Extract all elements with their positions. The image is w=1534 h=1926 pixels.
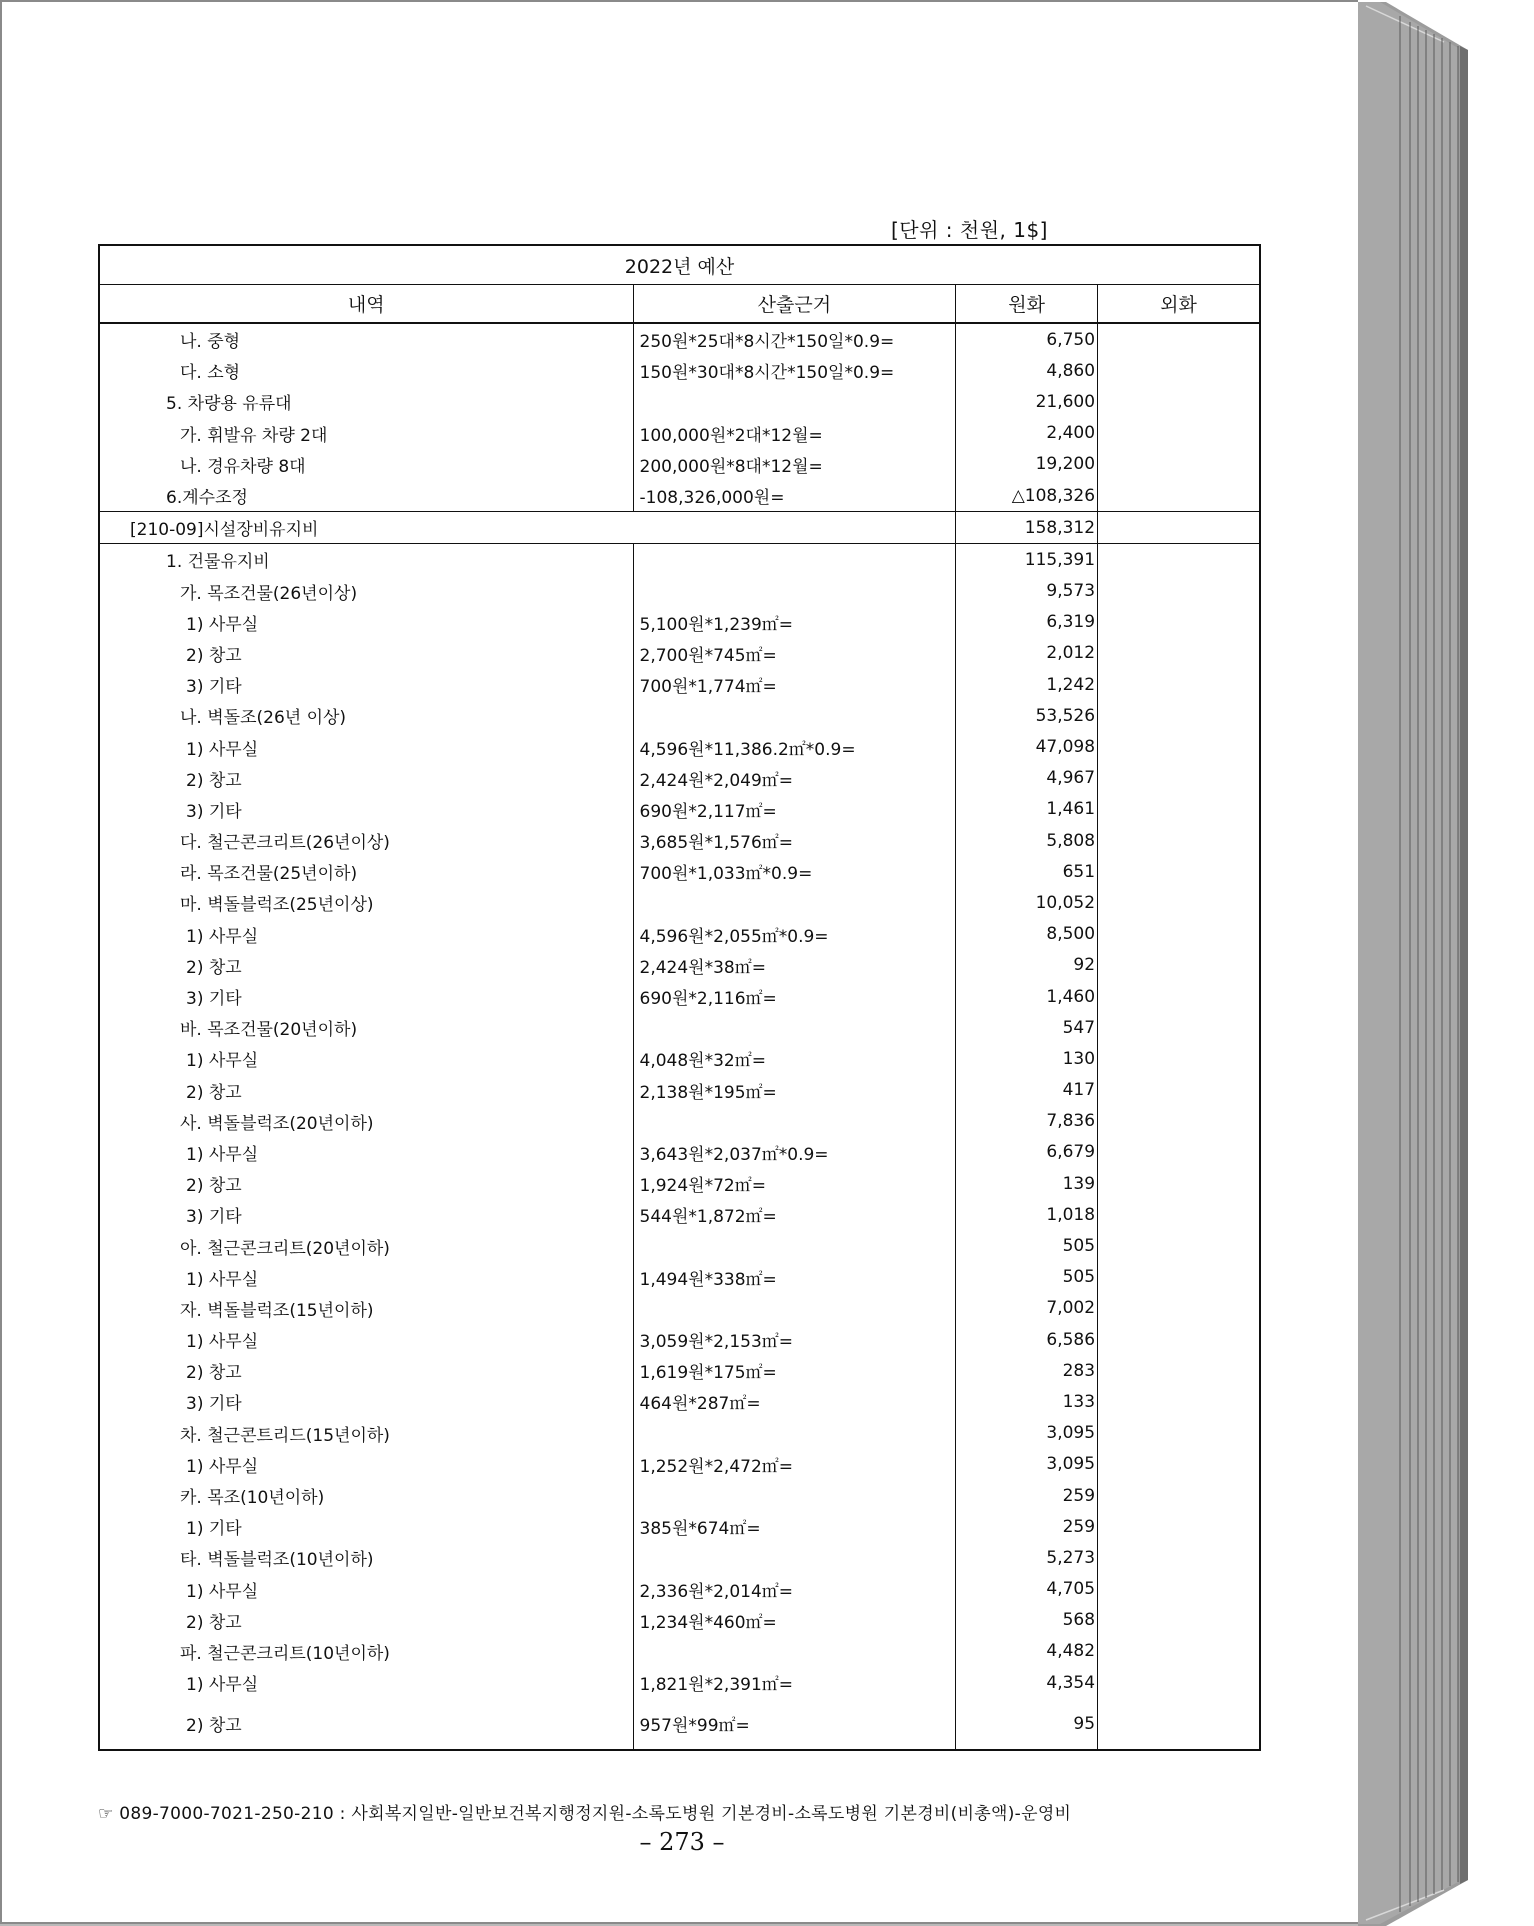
- page-number: – 273 –: [639, 1828, 725, 1856]
- basis-cell: 2,424원*38㎡=: [633, 950, 956, 981]
- item-cell: 바. 목조건물(20년이하): [99, 1012, 633, 1043]
- foreign-amount-cell: [1098, 950, 1260, 981]
- basis-cell: 4,596원*2,055㎡*0.9=: [633, 919, 956, 950]
- item-cell: 3) 기타: [99, 794, 633, 825]
- foreign-amount-cell: [1098, 480, 1260, 512]
- basis-cell: 1,494원*338㎡=: [633, 1262, 956, 1293]
- basis-cell: 200,000원*8대*12월=: [633, 449, 956, 480]
- basis-cell: 690원*2,117㎡=: [633, 794, 956, 825]
- foreign-amount-cell: [1098, 1355, 1260, 1386]
- budget-table: [98, 244, 1261, 1751]
- table-row: [99, 1230, 1260, 1261]
- item-cell: 2) 창고: [99, 763, 633, 794]
- table-row: [99, 418, 1260, 449]
- item-cell: 다. 철근콘크리트(26년이상): [99, 825, 633, 856]
- basis-cell: [633, 576, 956, 607]
- table-row: [99, 1262, 1260, 1293]
- foreign-amount-cell: [1098, 1168, 1260, 1199]
- table-row: [99, 1667, 1260, 1698]
- table-row: [99, 981, 1260, 1012]
- krw-amount-cell: 568: [956, 1605, 1098, 1636]
- table-row: [99, 1075, 1260, 1106]
- table-row: [99, 1324, 1260, 1355]
- unit-label: [단위 : 천원, 1$]: [890, 218, 1048, 242]
- basis-cell: 1,821원*2,391㎡=: [633, 1667, 956, 1698]
- krw-amount-cell: 47,098: [956, 731, 1098, 762]
- account-code-note: ☞ 089-7000-7021-250-210 : 사회복지일반-일반보건복지행정지원-소록도병원 기본경비-소록도병원 기본경비(비총액)-운영비: [98, 1804, 1072, 1824]
- krw-amount-cell: 3,095: [956, 1449, 1098, 1480]
- krw-amount-cell: 7,836: [956, 1106, 1098, 1137]
- foreign-amount-cell: [1098, 887, 1260, 918]
- basis-cell: 544원*1,872㎡=: [633, 1199, 956, 1230]
- table-row: [99, 544, 1260, 576]
- basis-cell: [633, 1293, 956, 1324]
- basis-cell: 150원*30대*8시간*150일*0.9=: [633, 355, 956, 386]
- foreign-amount-cell: [1098, 418, 1260, 449]
- table-row: [99, 1386, 1260, 1417]
- krw-amount-cell: 10,052: [956, 887, 1098, 918]
- table-row: [99, 669, 1260, 700]
- krw-amount-cell: 6,319: [956, 607, 1098, 638]
- foreign-amount-cell: [1098, 1542, 1260, 1573]
- krw-amount-cell: 651: [956, 856, 1098, 887]
- item-cell: 3) 기타: [99, 669, 633, 700]
- basis-cell: 700원*1,033㎡*0.9=: [633, 856, 956, 887]
- basis-cell: 2,700원*745㎡=: [633, 638, 956, 669]
- basis-cell: 5,100원*1,239㎡=: [633, 607, 956, 638]
- item-cell: 타. 벽돌블럭조(10년이하): [99, 1542, 633, 1573]
- basis-cell: 4,048원*32㎡=: [633, 1043, 956, 1074]
- basis-cell: 4,596원*11,386.2㎡*0.9=: [633, 731, 956, 762]
- item-cell: 1) 사무실: [99, 1262, 633, 1293]
- item-cell: 2) 창고: [99, 1168, 633, 1199]
- basis-cell: [633, 1418, 956, 1449]
- krw-amount-cell: 53,526: [956, 700, 1098, 731]
- krw-amount-cell: 259: [956, 1480, 1098, 1511]
- item-cell: 1) 기타: [99, 1511, 633, 1542]
- table-row: [99, 1574, 1260, 1605]
- table-row: [99, 919, 1260, 950]
- foreign-amount-cell: [1098, 794, 1260, 825]
- basis-cell: [633, 1480, 956, 1511]
- item-cell: 아. 철근콘크리트(20년이하): [99, 1230, 633, 1261]
- foreign-amount-cell: [1098, 1667, 1260, 1698]
- item-cell: 1. 건물유지비: [99, 544, 633, 576]
- table-row: [99, 1012, 1260, 1043]
- basis-cell: [633, 1106, 956, 1137]
- foreign-amount-cell: [1098, 669, 1260, 700]
- krw-amount-cell: 2,012: [956, 638, 1098, 669]
- item-cell: 파. 철근콘크리트(10년이하): [99, 1636, 633, 1667]
- foreign-amount-cell: [1098, 856, 1260, 887]
- table-row: [99, 323, 1260, 355]
- item-cell: 3) 기타: [99, 1386, 633, 1417]
- foreign-amount-cell: [1098, 638, 1260, 669]
- table-row: [99, 1293, 1260, 1324]
- basis-cell: [633, 544, 956, 576]
- basis-cell: 385원*674㎡=: [633, 1511, 956, 1542]
- table-row: [99, 386, 1260, 417]
- table-row: [99, 1168, 1260, 1199]
- item-cell: 1) 사무실: [99, 607, 633, 638]
- table-row: [99, 856, 1260, 887]
- foreign-amount-cell: [1098, 1449, 1260, 1480]
- foreign-amount-cell: [1098, 1230, 1260, 1261]
- item-cell: 3) 기타: [99, 1199, 633, 1230]
- item-cell: 1) 사무실: [99, 919, 633, 950]
- basis-cell: [633, 887, 956, 918]
- foreign-amount-cell: [1098, 1012, 1260, 1043]
- table-row: [99, 1605, 1260, 1636]
- foreign-amount-cell: [1098, 1636, 1260, 1667]
- foreign-amount-cell: [1098, 1075, 1260, 1106]
- krw-amount-cell: 1,018: [956, 1199, 1098, 1230]
- book-page-edges: [1358, 0, 1534, 1926]
- item-cell: 다. 소형: [99, 355, 633, 386]
- table-row: [99, 825, 1260, 856]
- basis-cell: 2,138원*195㎡=: [633, 1075, 956, 1106]
- basis-cell: 2,424원*2,049㎡=: [633, 763, 956, 794]
- foreign-amount-cell: [1098, 355, 1260, 386]
- item-cell: 자. 벽돌블럭조(15년이하): [99, 1293, 633, 1324]
- item-cell: 가. 목조건물(26년이상): [99, 576, 633, 607]
- column-header-basis: 산출근거: [633, 285, 956, 324]
- krw-amount-cell: 158,312: [956, 512, 1098, 544]
- foreign-amount-cell: [1098, 449, 1260, 480]
- basis-cell: [633, 386, 956, 417]
- item-cell: 5. 차량용 유류대: [99, 386, 633, 417]
- foreign-amount-cell: [1098, 1698, 1260, 1750]
- table-body: [99, 323, 1260, 1750]
- item-cell: 가. 휘발유 차량 2대: [99, 418, 633, 449]
- krw-amount-cell: 505: [956, 1230, 1098, 1261]
- table-row: [99, 449, 1260, 480]
- item-cell: 차. 철근콘트리드(15년이하): [99, 1418, 633, 1449]
- krw-amount-cell: 547: [956, 1012, 1098, 1043]
- krw-amount-cell: 6,586: [956, 1324, 1098, 1355]
- item-cell: 2) 창고: [99, 1605, 633, 1636]
- krw-amount-cell: 1,461: [956, 794, 1098, 825]
- krw-amount-cell: 3,095: [956, 1418, 1098, 1449]
- item-cell: 2) 창고: [99, 1355, 633, 1386]
- foreign-amount-cell: [1098, 763, 1260, 794]
- foreign-amount-cell: [1098, 1605, 1260, 1636]
- table-row: [99, 731, 1260, 762]
- foreign-amount-cell: [1098, 1511, 1260, 1542]
- basis-cell: 1,924원*72㎡=: [633, 1168, 956, 1199]
- foreign-amount-cell: [1098, 386, 1260, 417]
- basis-cell: -108,326,000원=: [633, 480, 956, 512]
- foreign-amount-cell: [1098, 981, 1260, 1012]
- table-row: [99, 1418, 1260, 1449]
- item-cell: 1) 사무실: [99, 1043, 633, 1074]
- krw-amount-cell: 8,500: [956, 919, 1098, 950]
- foreign-amount-cell: [1098, 1480, 1260, 1511]
- krw-amount-cell: 283: [956, 1355, 1098, 1386]
- foreign-amount-cell: [1098, 1293, 1260, 1324]
- item-cell: 2) 창고: [99, 1075, 633, 1106]
- year-header: 2022년 예산: [99, 245, 1260, 285]
- basis-cell: 250원*25대*8시간*150일*0.9=: [633, 323, 956, 355]
- krw-amount-cell: 21,600: [956, 386, 1098, 417]
- item-cell: 2) 창고: [99, 638, 633, 669]
- basis-cell: 690원*2,116㎡=: [633, 981, 956, 1012]
- basis-cell: 464원*287㎡=: [633, 1386, 956, 1417]
- item-cell: 1) 사무실: [99, 1324, 633, 1355]
- basis-cell: 1,619원*175㎡=: [633, 1355, 956, 1386]
- item-cell: 나. 경유차량 8대: [99, 449, 633, 480]
- table-row: [99, 607, 1260, 638]
- krw-amount-cell: 2,400: [956, 418, 1098, 449]
- item-cell: 카. 목조(10년이하): [99, 1480, 633, 1511]
- foreign-amount-cell: [1098, 731, 1260, 762]
- table-row: [99, 1199, 1260, 1230]
- foreign-amount-cell: [1098, 1324, 1260, 1355]
- item-cell: 1) 사무실: [99, 1667, 633, 1698]
- table-row: [99, 1106, 1260, 1137]
- krw-amount-cell: 95: [956, 1698, 1098, 1750]
- table-row: [99, 950, 1260, 981]
- krw-amount-cell: 5,273: [956, 1542, 1098, 1573]
- basis-cell: 700원*1,774㎡=: [633, 669, 956, 700]
- krw-amount-cell: 417: [956, 1075, 1098, 1106]
- column-header-krw: 원화: [956, 285, 1098, 324]
- foreign-amount-cell: [1098, 607, 1260, 638]
- krw-amount-cell: 4,967: [956, 763, 1098, 794]
- foreign-amount-cell: [1098, 700, 1260, 731]
- foreign-amount-cell: [1098, 919, 1260, 950]
- krw-amount-cell: 133: [956, 1386, 1098, 1417]
- basis-cell: 100,000원*2대*12월=: [633, 418, 956, 449]
- krw-amount-cell: 1,242: [956, 669, 1098, 700]
- basis-cell: 3,685원*1,576㎡=: [633, 825, 956, 856]
- krw-amount-cell: 4,705: [956, 1574, 1098, 1605]
- foreign-amount-cell: [1098, 1418, 1260, 1449]
- krw-amount-cell: 5,808: [956, 825, 1098, 856]
- basis-cell: 957원*99㎡=: [633, 1698, 956, 1750]
- basis-cell: 3,643원*2,037㎡*0.9=: [633, 1137, 956, 1168]
- krw-amount-cell: 19,200: [956, 449, 1098, 480]
- table-row: [99, 1137, 1260, 1168]
- basis-cell: [633, 1230, 956, 1261]
- foreign-amount-cell: [1098, 1199, 1260, 1230]
- foreign-amount-cell: [1098, 1386, 1260, 1417]
- basis-cell: [633, 1542, 956, 1573]
- table-row: [99, 576, 1260, 607]
- krw-amount-cell: 92: [956, 950, 1098, 981]
- table-row: [99, 1542, 1260, 1573]
- item-cell: 2) 창고: [99, 1698, 633, 1750]
- table-row: [99, 1698, 1260, 1750]
- foreign-amount-cell: [1098, 1262, 1260, 1293]
- krw-amount-cell: 115,391: [956, 544, 1098, 576]
- foreign-amount-cell: [1098, 544, 1260, 576]
- table-row: [99, 1480, 1260, 1511]
- krw-amount-cell: 7,002: [956, 1293, 1098, 1324]
- basis-cell: 1,252원*2,472㎡=: [633, 1449, 956, 1480]
- krw-amount-cell: △108,326: [956, 480, 1098, 512]
- table-row: [99, 1355, 1260, 1386]
- foreign-amount-cell: [1098, 1137, 1260, 1168]
- basis-cell: 1,234원*460㎡=: [633, 1605, 956, 1636]
- item-cell: 1) 사무실: [99, 1449, 633, 1480]
- table-row: [99, 638, 1260, 669]
- krw-amount-cell: 6,750: [956, 323, 1098, 355]
- item-cell: 마. 벽돌블럭조(25년이상): [99, 887, 633, 918]
- krw-amount-cell: 139: [956, 1168, 1098, 1199]
- basis-cell: 2,336원*2,014㎡=: [633, 1574, 956, 1605]
- krw-amount-cell: 259: [956, 1511, 1098, 1542]
- table-row: [99, 355, 1260, 386]
- table-row: [99, 763, 1260, 794]
- krw-amount-cell: 4,860: [956, 355, 1098, 386]
- section-row: [99, 512, 1260, 544]
- foreign-amount-cell: [1098, 323, 1260, 355]
- krw-amount-cell: 4,354: [956, 1667, 1098, 1698]
- column-header-foreign: 외화: [1098, 285, 1260, 324]
- item-cell: 나. 중형: [99, 323, 633, 355]
- basis-cell: [633, 1012, 956, 1043]
- foreign-amount-cell: [1098, 576, 1260, 607]
- item-cell: 나. 벽돌조(26년 이상): [99, 700, 633, 731]
- item-cell: 1) 사무실: [99, 1137, 633, 1168]
- item-cell: 2) 창고: [99, 950, 633, 981]
- table-row: [99, 700, 1260, 731]
- krw-amount-cell: 6,679: [956, 1137, 1098, 1168]
- table-row: [99, 887, 1260, 918]
- item-cell: 사. 벽돌블럭조(20년이하): [99, 1106, 633, 1137]
- table-row: [99, 480, 1260, 512]
- krw-amount-cell: 9,573: [956, 576, 1098, 607]
- table-row: [99, 1449, 1260, 1480]
- basis-cell: [633, 1636, 956, 1667]
- krw-amount-cell: 1,460: [956, 981, 1098, 1012]
- basis-cell: 3,059원*2,153㎡=: [633, 1324, 956, 1355]
- column-header-item: 내역: [99, 285, 633, 324]
- item-cell: 1) 사무실: [99, 731, 633, 762]
- table-row: [99, 1511, 1260, 1542]
- foreign-amount-cell: [1098, 1043, 1260, 1074]
- krw-amount-cell: 505: [956, 1262, 1098, 1293]
- table-row: [99, 794, 1260, 825]
- foreign-amount-cell: [1098, 825, 1260, 856]
- item-cell: 6.계수조정: [99, 480, 633, 512]
- item-cell: 라. 목조건물(25년이하): [99, 856, 633, 887]
- krw-amount-cell: 130: [956, 1043, 1098, 1074]
- foreign-amount-cell: [1098, 1574, 1260, 1605]
- item-cell: 3) 기타: [99, 981, 633, 1012]
- item-cell: [210-09]시설장비유지비: [99, 512, 956, 544]
- foreign-amount-cell: [1098, 512, 1260, 544]
- table-row: [99, 1043, 1260, 1074]
- krw-amount-cell: 4,482: [956, 1636, 1098, 1667]
- table-row: [99, 1636, 1260, 1667]
- item-cell: 1) 사무실: [99, 1574, 633, 1605]
- foreign-amount-cell: [1098, 1106, 1260, 1137]
- basis-cell: [633, 700, 956, 731]
